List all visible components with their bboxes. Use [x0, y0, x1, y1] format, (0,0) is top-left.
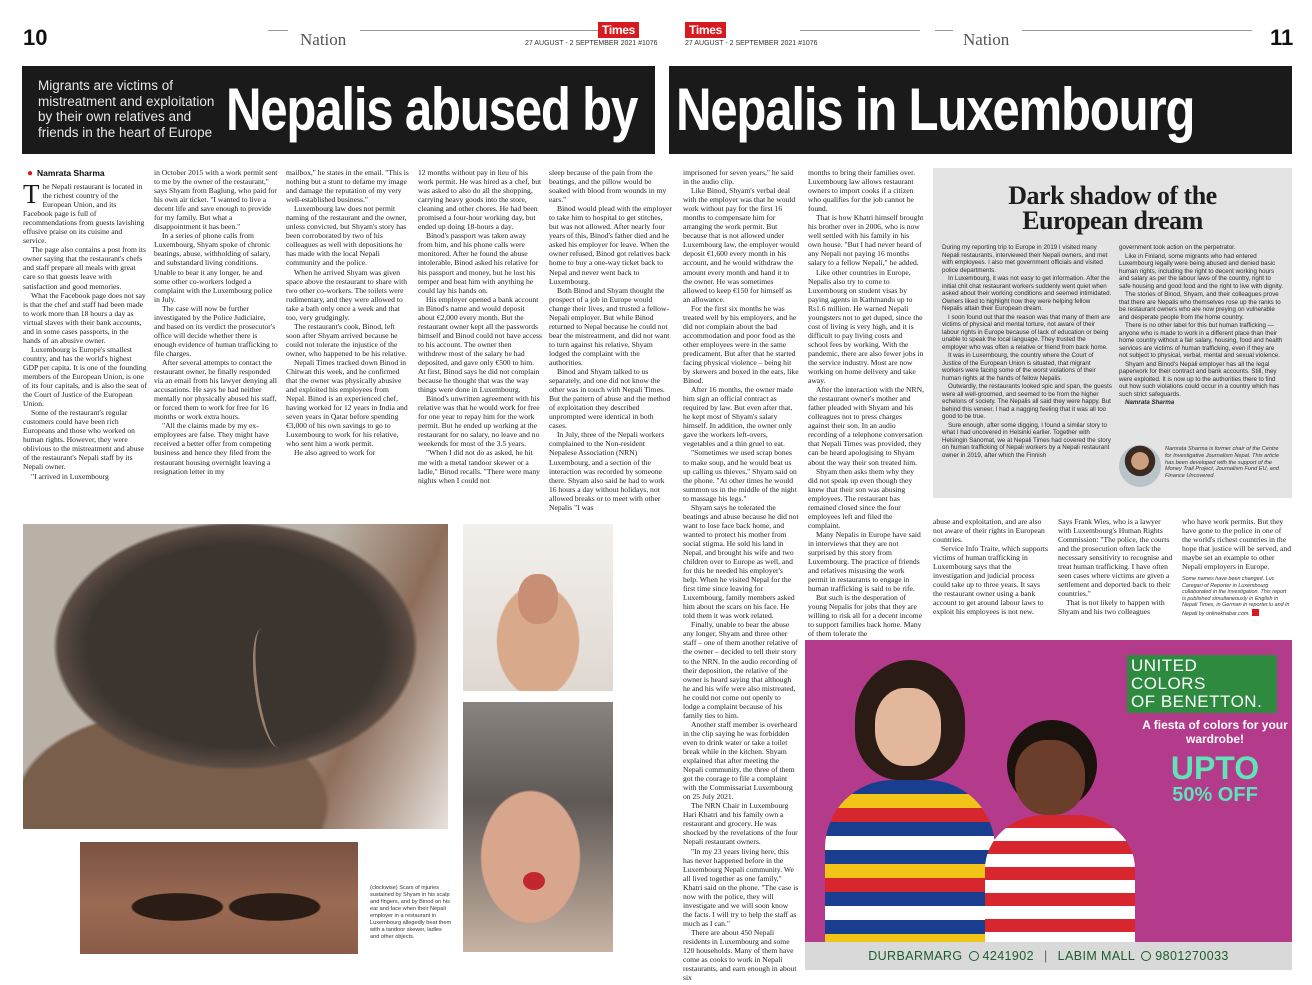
paragraph: abuse and exploitation, and are also not aware of their rights in European countries. [933, 517, 1045, 545]
header-rule [1022, 30, 1252, 31]
sidebar-title: Dark shadow of the European dream [1008, 181, 1217, 235]
paragraph: There are about 450 Nepali residents in Luxembourg and some 120 households. Many of them have come as cooks to work in Nepali restaurants, and earn enough in about six [683, 927, 797, 983]
sidebar-paragraph: It was in Luxembourg, the country where the Court of Justice of the European Union is situated, that migrant workers were facing some of the worst violations of their human rights at the hands of fellow Nepalis. [942, 352, 1096, 382]
article-column-10 [1182, 517, 1292, 575]
sidebar-paragraph: In Luxembourg, it was not easy to get information. After the initial chit chat restaurant workers suddenly went quiet when asked about their working conditions and seemed intimidated. Owners liked to highlight how they were helping fellow Nepalis attain their European dream. [942, 275, 1112, 312]
photo-ear-wound [463, 702, 613, 952]
paragraph: 12 months without pay in lieu of his work permit. He was hired as a chef, but was asked to also do all the shopping, carrying heavy goods into the store, cleaning and other chores. He had been promised a four-hour working day, but ended up doing 18-hours a day. [418, 168, 542, 232]
paragraph: Many Nepalis in Europe have said in interviews that they are not surprised by this story from Luxembourg. The practice of friends and relatives misusing the work permit in restaurants to engage in human trafficking is said to be rife. [808, 529, 921, 594]
section-label-right: Nation [963, 30, 1010, 49]
paragraph: What the Facebook page does not say is that the chef and staff had been made to work more than 18 hours a day as virtual slaves with their bank accounts, and in some cases passports, in the hands of an abusive owner. [23, 290, 146, 345]
paragraph: Luxembourg law does not permit naming of the restaurant and the owner, unless convicted, but Shyam's story has been corroborated by two of his colleagues as well with depositions he has made with the local Nepali community and the police. [286, 204, 407, 268]
paragraph: "In my 23 years living here, this has never happened before in the Luxembourg Nepali community. We all lived together as one family," Khatri said on the phone. "The case is now with the police, they will investigate and we will soon know the facts. I will try to help the staff as much as I can." [683, 846, 799, 928]
byline: ● Namrata Sharma [27, 168, 105, 179]
page-number-left: 10 [23, 25, 48, 50]
sidebar-paragraph: The stories of Binod, Shyam, and their colleagues prove that there are Nepalis who themselves rose up the ranks to be restaurant owners who are now preying on vulnerable and desperate people from the home country. [1119, 291, 1281, 321]
sidebar-column-1 [942, 244, 1112, 494]
paragraph: in October 2015 with a work permit sent to me by the owner of the restaurant," says Shyam from Baglung, who paid for his own air ticket. "I wanted to live a decent life and save enough to provide for my family. But what a disappointment it has been." [154, 168, 278, 232]
paragraph: The restaurant's cook, Binod, left soon after Shyam arrived because he could not tolerate the injustice of the owner, who happened to be his relative. [286, 321, 407, 358]
sidebar-paragraph: Sure enough, after some digging, I found a similar story to what I had uncovered in Helsinki earlier. Together with Helsingin Sanomat, we at Nepali Times had covered the story on human trafficking of Nepali workers by a Nepali restaurant owner in 2019, after which the Finnish [942, 421, 1111, 459]
knuckle [518, 574, 558, 624]
paragraph: After 16 months, the owner made him sign an official contract as required by law. But even after that, he kept most of Shyam's salary himself. In addition, the owner only gave the workers left-overs, vegetables and a thin gruel to eat. [683, 385, 794, 449]
paragraph: Binod would plead with the employer to take him to hospital to get stitches, but was not allowed. After nearly four years of this, Binod's father died and he asked his employer for leave. When the owner refused, Binod got relatives back home to buy a one-way ticket back to Nepal and never went back to Luxembourg. [549, 204, 672, 286]
article-column-4 [418, 168, 542, 497]
paragraph: In July, three of the Nepali workers complained to the Non-resident Nepalese Association (NRN) Luxembourg, and a section of the interaction was recorded by someone there. Shyam also said he had to work 16 hours a day without holidays, not allowed breaks or to meet with other Nepalis "I was [549, 430, 665, 512]
page-gutter [655, 66, 669, 154]
paragraph: After several attempts to contact the restaurant owner, he finally responded via an email from his lawyer denying all accusations. He says he had neither mentally nor physically abused his staff, or forced them to work for free for 16 months or work extra hours. [154, 357, 277, 422]
model-right [985, 720, 1135, 950]
end-note: Some names have been changed. Luc Caregari of Reporter in Luxembourg collaborated in the investigation. This report is published simultaneously in English in Nepali Times, in German in reporter.lu and in Nepali by onlinekhabar.com. [1182, 576, 1290, 617]
header-rule [360, 30, 600, 31]
headline-left: Nepalis abused by [226, 76, 638, 143]
phone-icon [1141, 951, 1151, 961]
paragraph: Shyam says he tolerated the beatings and abuse because he did not want to lose face back home, and wanted to protect his mother from social stigma. He sold his land in Nepal, and brought his wife and two children over to Europe as well, and for this he needed his employer's help. When he visited Nepal for the first time since leaving for Luxembourg, family members asked him about the scars on his face. He told them it was work related. [683, 502, 799, 621]
kicker: Migrants are victims of mistreatment and exploitation by their own relatives and friends in the heart of Europe [38, 78, 215, 140]
paragraph: The Nepali restaurant is located in the richest country of the European Union, and its Facebook page is full of recommendations from guests lavishing effusive praise on its cuisine and service. [23, 179, 145, 246]
author-note: Namrata Sharma is former chair of the Centre for Investigative Journalism Nepal. This article has been developed with the support of the Money Trail Project, Journalism Fund EU, and Finance Uncovered. [1165, 446, 1280, 480]
model-left [825, 660, 1005, 950]
ad-offer: UPTO 50% OFF [1170, 750, 1260, 806]
paragraph: Says Frank Wies, who is a lawyer with Luxembourg's Human Rights Commission: "The police, the courts and the prosecution often lack the necessary sensitivity to recognise and treat human trafficking. I have often seen cases where victims are given a settlement and deported back to their countries." [1058, 517, 1173, 599]
paragraph: mailbox," he states in the email. "This is nothing but a stunt to defame my image and damage the reputation of my very well-established business." [286, 168, 409, 205]
sidebar-paragraph: government took action on the perpetrator. [1119, 244, 1236, 251]
benetton-logo: UNITED COLORS OF BENETTON. [1127, 655, 1277, 713]
paragraph: In a series of phone calls from Luxembourg, Shyam spoke of chronic beatings, abuse, withholding of salary, and substandard living conditions. Unable to bear it any longer, he and some other co-workers lodged a complaint with the Luxembourg police in July. [154, 231, 273, 304]
photo-scalp-scar [23, 524, 448, 829]
paragraph: Some of the restaurant's regular customers could have been rich Europeans and those who worked on human rights. However, they were oblivious to the mistreatment and abuse of the restaurant's Nepali staff by its Nepali owner. [23, 408, 144, 472]
paragraph: "I arrived in Luxembourg [31, 471, 109, 481]
paragraph: sleep because of the pain from the beatings, and the pillow would be soaked with blood from wounds in my ears." [549, 168, 667, 205]
paragraph: When he arrived Shyam was given space above the restaurant to share with two other co-workers. The toilets were rudimentary, and they were allowed to take a bath only once a week and that too, very grudgingly. [286, 267, 408, 322]
article-column-3 [286, 168, 410, 497]
phone-icon [969, 951, 979, 961]
paragraph: Luxembourg is Europe's smallest country, and has the world's highest GDP per capita. It is one of the founding members of the European Union, is one of its four capitals, and is also the seat of the Court of Justice of the European Union. [23, 344, 147, 409]
paragraph: The NRN Chair in Luxembourg Hari Khatri and his family own a restaurant and grocery. He was shocked by the revelations of the four Nepali restaurant owners. [683, 801, 798, 847]
wound-mark [523, 872, 545, 890]
dateline-right: 27 AUGUST - 2 SEPTEMBER 2021 #1076 [685, 40, 818, 47]
sidebar-paragraph: There is no other label for this but human trafficking — anyone who is made to work in a different place than their home country without a fair salary, housing, food and health services are victims of human trafficking, even if they are not subject to physical, verbal, mental and sexual violence. [1119, 322, 1283, 359]
ad-store-bar: DURBARMARG 4241902 | LABIM MALL 9801270033 [805, 942, 1292, 970]
dateline-left: 27 AUGUST - 2 SEPTEMBER 2021 #1076 [525, 40, 658, 47]
paragraph: Service Info Traite, which supports victims of human trafficking in Luxembourg says that the investigation and judicial process could take up to three years. It says the restaurant owner using a bank account to get around labour laws to exploit his employees is not new. [933, 544, 1048, 617]
paragraph: But such is the desperation of young Nepalis for jobs that they are willing to risk all for a decent income to support families back home. Many of them tolerate the [808, 593, 923, 639]
sidebar-paragraph: I soon found out that the reason was that many of them are victims of physical and mental torture, not aware of their labour rights in Europe because of lack of education or being unable to speak the local language. They trusted the employer who was often a relative or friend from back home. [942, 313, 1111, 351]
section-label-left: Nation [300, 30, 347, 49]
photo-finger-injury [463, 524, 613, 691]
ad-tagline: A fiesta of colors for your wardrobe! [1142, 718, 1288, 746]
sidebar-paragraph: Outwardly, the restaurants looked spic and span, the guests were all well-groomed, and seemed to be from the higher echelons of society. The Nepalis all said they were happy. But behind this veneer, I had a nagging feeling that it was all too good to be true. [942, 383, 1112, 420]
paragraph: The case will now be further investigated by the Police Judiciaire, and based on its verdict the prosecutor's office will decide whether there is enough evidence of human trafficking to file charges. [154, 303, 278, 358]
scar-mark [247, 626, 293, 749]
header-rule [935, 30, 953, 31]
sidebar-column-2 [1119, 244, 1284, 442]
flag-icon [1252, 609, 1259, 616]
times-logo: Times [598, 22, 639, 38]
paragraph: Nepali Times tracked down Binod in Chitwan this week, and he confirmed that the owner was physically abusive and exploited his employees from Nepal. Binod is an experienced chef, having worked for 12 years in India and seven years in Qatar before spending €3,000 of his own savings to go to Luxembourg to work for his relative, who sent him a work permit. [286, 357, 408, 449]
paragraph: "All the claims made by my ex-employees are false. They might have received a better offer from competing business and hence they filed from the restaurant housing overnight leaving a resignation letter in my [154, 421, 272, 476]
paragraph: That is not likely to happen with Shyam and his two colleagues [1058, 598, 1165, 617]
header-rule [268, 30, 288, 31]
headline-right: Nepalis in Luxembourg [676, 76, 1195, 143]
paragraph: That is how Khatri himself brought his brother over in 2006, who is now well settled with his family in his own house. "But I had never heard of any Nepali not paying 16 months salary to a fellow Nepali," he added. [808, 213, 924, 268]
article-column-6 [683, 168, 799, 983]
paragraph: months to bring their families over. Luxembourg law allows restaurant owners to import cooks if a citizen who qualifies for the job cannot be found. [808, 168, 916, 214]
paragraph: The page also contains a post from its owner saying that the restaurant's chefs and staff prepare all meals with great care so that guests leave with satisfaction and good memories. [23, 245, 146, 291]
times-logo: Times [685, 22, 726, 38]
article-column-9 [1058, 517, 1173, 617]
paragraph: His employer opened a bank account in Binod's name and would deposit about €2,000 every month. But the restaurant owner kept all the passwords himself and Binod could not have access to his account. The owner then withdrew most of the salary he had deposited, and gave only €500 to him. At first, Binod says he did not complain because he thought that was the way things were done in Luxembourg. [418, 294, 542, 395]
paragraph: Binod's passport was taken away from him, and his phone calls were monitored. After he found the abuse intolerable, Binod asked his relative for his passport and money, but he lost his temper and beat him with anything he could lay his hands on. [418, 231, 539, 295]
paragraph: Like Binod, Shyam's verbal deal with the employer was that he would work without pay for the first 16 months to compensate him for arranging the work permit. But because that is not allowed under Luxembourg law, the employer would deposit €1,600 every month in his account, and he would withdraw the amount every month and hand it to the owner. He was sometimes allowed to keep €150 for himself as an allowance. [683, 186, 799, 304]
photo-caption: (clockwise) Scars of injuries sustained by Shyam in his scalp and fingers, and by Binod on his ear and face when their Nepali employer in a restaurant in Luxembourg allegedly beat them with a tandoor skewer, ladles and other objects. [370, 885, 452, 940]
sidebar-signature: Namrata Sharma [1125, 399, 1175, 406]
paragraph: imprisoned for seven years," he said in the audio clip. [683, 168, 794, 187]
photo-face-injury [80, 842, 358, 954]
bullet-icon: ● [27, 168, 34, 179]
paragraph: Shyam then asks them why they did not speak up even though they knew that their son was abusing employees. The restaurant has remained closed since the four employees left and filed the complaint. [808, 466, 915, 530]
paragraph: Binod's unwritten agreement with his relative was that he would work for free for one year to repay him for the work permit. But he ended up working at the restaurant for no salary, no leave and no weekends for most of the 3.5 years. [418, 394, 540, 449]
paragraph: Like other countries in Europe, Nepalis also try to come to Luxembourg on student visas by paying agents in Kathmandu up to Rs1.6 million. He warned Nepali youngsters not to get duped, since the cost of living is very high, and it is difficult to pay living costs and school fees by working. With the pandemic, there are also fewer jobs in the service industry. Most are now working on home delivery and take away. [808, 267, 924, 386]
sidebar-paragraph: Like in Finland, some migrants who had entered Luxembourg legally were being abused and denied basic human rights, including the right to decent working hours and salary as per the labour laws of the country, right to safe housing and good food and the right to live with dignity. [1119, 252, 1283, 290]
drop-cap: T [23, 179, 40, 209]
paragraph: "When I did not do as asked, he hit me with a metal tandoor skewer or a ladle," Binod recalls. "There were many nights when I could not [418, 448, 540, 485]
paragraph: who have work permits. But they have gone to the police in one of the world's richest countries in the hope that justice will be served, and maybe set an example to other Nepali employers in Europe. [1182, 517, 1292, 572]
page-number-right: 11 [1270, 25, 1294, 50]
sidebar-paragraph: During my reporting trip to Europe in 2019 I visited many Nepali restaurants, interviewed their Nepali owners, and met with employees. I also met government officials and visited police departments. [942, 244, 1108, 274]
article-column-8 [933, 517, 1048, 617]
paragraph: Both Binod and Shyam thought the prospect of a job in Europe would change their lives, and trusted a fellow-Nepali employer. But while Binod returned to Nepal because he could not bear the mistreatment, and did not want to turn against his relative, Shyam lodged the complaint with the authorities. [549, 285, 670, 367]
paragraph: Finally, unable to bear the abuse any longer, Shyam and three other staff – one of them another relative of the owner – decided to tell their story to the NRN. In the audio recording of their deposition, the relative of the owner is heard saying that although he and his wife were also mistreated, he could not come out openly to lodge a complaint because of his family ties to him. [683, 620, 798, 720]
article-column-2 [154, 168, 278, 497]
paragraph: He also agreed to work for [294, 448, 376, 458]
benetton-advertisement [805, 640, 1292, 970]
paragraph: After the interaction with the NRN, the restaurant owner's mother and father pleaded with Shyam and his colleagues not to press charges against their son. In an audio recording of a telephone conversation that Nepali Times was provided, they can be heard apologising to Shyam about the way their son treated him. [808, 385, 924, 467]
article-column-1 [23, 179, 147, 497]
article-column-7 [808, 168, 924, 639]
header-rule [800, 30, 920, 31]
article-column-5 [549, 168, 673, 512]
paragraph: Another staff member is overheard in the clip saying he was forbidden even to drink water or take a toilet break while in the kitchen. Shyam explained that after meeting the Nepali community, the three of them got the courage to file a complaint with the Commissariat Luxembourg on 25 July 2021. [683, 719, 798, 802]
paragraph: Binod and Shyam talked to us separately, and one did not know the other was in touch with Nepali Times. But the pattern of abuse and the method of exploitation they described unprompted were identical in both cases. [549, 367, 671, 431]
paragraph: For the first six months he was treated well by his employers, and he did not complain about the bad accommodation and poor food as the other employees were in the same predicament. But after that he started facing physical violence – being hit by skewers and boxed in the ears, like Binod. [683, 303, 799, 386]
sidebar-paragraph: Shyam and Binod's Nepali employer has all the legal paperwork for their contract and bank accounts. Still, they were exploited. It is now up to the authorities there to find out how such violations could occur in a country which has such strict safeguards. [1119, 360, 1280, 398]
paragraph: "Sometimes we used scrap bones to make soup, and he would beat us up calling us thieves," Shyam said on the phone. "At other times he would summon us in the middle of the night to massage his legs." [683, 448, 797, 503]
author-photo [1119, 445, 1161, 487]
